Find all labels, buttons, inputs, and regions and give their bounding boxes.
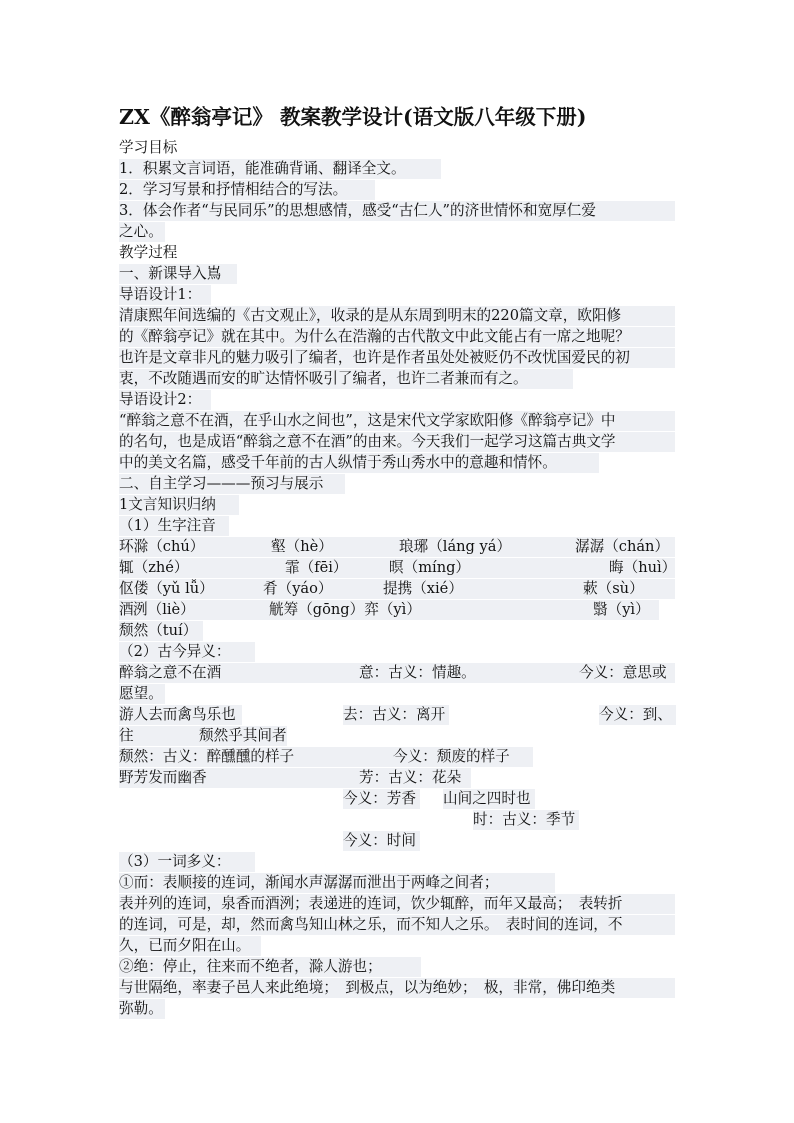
pronunciation-entry: 伛偻（yǔ lǚ）	[119, 580, 214, 597]
pronunciation-row	[119, 579, 675, 599]
pronunciation-entry: 暝（míng）	[389, 559, 471, 576]
subsection-heading: （3）一词多义：	[119, 852, 255, 872]
archaic-phrase: 野芳发而幽香	[119, 769, 207, 786]
pronunciation-entry: 提携（xié）	[383, 580, 463, 597]
objectives-heading: 学习目标	[119, 139, 178, 156]
polysemy-line: 表并列的连词，泉香而酒洌；表递进的连词，饮少辄醉，而年又最高； 表转折	[119, 894, 675, 914]
pronunciation-entry-prefix: 酒	[119, 601, 134, 618]
paragraph-line: 的《醉翁亭记》就在其中。为什么在浩瀚的古代散文中此文能占有一席之地呢？	[119, 327, 675, 347]
polysemy-line: ①而：表顺接的连词，渐闻水声潺潺而泄出于两峰之间者；	[119, 873, 555, 893]
archaic-new-meaning: 今义：到、	[599, 705, 676, 725]
pronunciation-entry: 霏（fēi）	[285, 559, 348, 576]
polysemy-line: 的连词，可是，却，然而禽鸟知山林之乐，而不知人之乐。 表时间的连词，不	[119, 915, 675, 935]
polysemy-line: 久，已而夕阳在山。	[119, 936, 261, 956]
pronunciation-entry: 辄（zhé）	[119, 559, 189, 576]
paragraph-line: 的名句，也是成语“醉翁之意不在酒”的由来。今天我们一起学习这篇古典文学	[119, 432, 675, 452]
archaic-old-meaning: 去：古义：离开	[343, 705, 449, 725]
polysemy-line: 与世隔绝，率妻子邑人来此绝境； 到极点，以为绝妙； 极，非常，佛印绝类	[119, 978, 675, 998]
paragraph-line: 中的美文名篇，感受千年前的古人纵情于秀山秀水中的意趣和情怀。	[119, 453, 599, 473]
paragraph-line: 衷，不改随遇而安的旷达情怀吸引了编者，也许二者兼而有之。	[119, 369, 573, 389]
archaic-new-meaning: 今义：颓废的样子	[393, 748, 510, 765]
pronunciation-entry: 琅琊（láng yá）	[399, 538, 512, 555]
pronunciation-row	[119, 537, 675, 557]
pronunciation-row	[119, 600, 659, 620]
section-heading: 二、自主学习———预习与展示	[119, 474, 345, 494]
archaic-row	[119, 663, 675, 683]
pronunciation-entry: 潺潺（chán）	[575, 538, 670, 555]
paragraph-line: “醉翁之意不在酒，在乎山水之间也”，这是宋代文学家欧阳修《醉翁亭记》中	[119, 411, 675, 431]
objective-line: 3．体会作者“与民同乐”的思想感情，感受“古仁人”的济世情怀和宽厚仁爱	[119, 201, 675, 221]
intro-heading: 导语设计2：	[119, 390, 211, 410]
archaic-row	[119, 726, 419, 746]
archaic-new-meaning: 今义：芳香	[343, 789, 420, 809]
archaic-row	[119, 747, 533, 767]
paragraph-line: 清康熙年间选编的《古文观止》，收录的是从东周到明末的220篇文章，欧阳修	[119, 306, 675, 326]
polysemy-line: ②绝：停止，往来而不绝者，滁人游也；	[119, 957, 421, 977]
pronunciation-entry: 洌（liè）	[133, 601, 195, 618]
archaic-phrase: 醉翁之意不在酒	[119, 664, 222, 681]
archaic-phrase: 颓然乎其间者	[199, 727, 287, 744]
subsection-heading: （1）生字注音	[119, 516, 229, 536]
pronunciation-entry: 肴（yáo）	[263, 580, 333, 597]
pronunciation-entry: 壑（hè）	[271, 538, 333, 555]
objective-line: 1．积累文言词语，能准确背诵、翻译全文。	[119, 159, 441, 179]
pronunciation-entry: 环滁（chú）	[119, 538, 205, 555]
archaic-new-meaning: 今义：时间	[343, 831, 420, 851]
archaic-phrase: 游人去而禽鸟乐也	[119, 705, 242, 725]
subsection-heading: 1文言知识归纳	[119, 495, 239, 515]
archaic-continuation: 愿望。	[119, 684, 165, 704]
archaic-old-meaning: 芳：古义：花朵	[359, 769, 462, 786]
subsection-heading: （2）古今异义：	[119, 642, 255, 662]
archaic-phrase: 山间之四时也	[443, 789, 535, 809]
objective-line: 2．学习写景和抒情相结合的写法。	[119, 180, 375, 200]
pronunciation-entry: 颓然（tuí）	[119, 621, 203, 641]
pronunciation-row	[119, 558, 675, 578]
polysemy-line: 弥勒。	[119, 999, 165, 1019]
archaic-row	[119, 831, 429, 851]
archaic-old-meaning: 意：古义：情趣。	[359, 664, 476, 681]
archaic-continuation: 往	[119, 726, 200, 746]
pronunciation-entry: 蔌（sù）	[583, 580, 644, 597]
archaic-row	[119, 705, 675, 725]
pronunciation-entry: 翳（yì）	[593, 601, 650, 618]
section-heading: 一、新课导入嶌	[119, 264, 237, 284]
pronunciation-entry: 晦（huì）	[609, 559, 677, 576]
paragraph-line: 也许是文章非凡的魅力吸引了编者，也许是作者虽处处被贬仍不改忧国爱民的初	[119, 348, 675, 368]
archaic-row	[119, 768, 471, 788]
archaic-row	[119, 810, 589, 830]
archaic-new-meaning: 今义：意思或	[579, 664, 667, 681]
objective-line: 之心。	[119, 222, 165, 242]
archaic-old-meaning: 颓然：古义：醉醺醺的样子	[119, 748, 295, 765]
archaic-old-meaning: 时：古义：季节	[473, 810, 579, 830]
pronunciation-entry: 觥筹（gōng）弈（yì）	[269, 601, 421, 618]
process-heading: 教学过程	[119, 244, 178, 261]
document-title: ZX《醉翁亭记》 教案教学设计(语文版八年级下册)	[119, 105, 587, 129]
archaic-row	[119, 789, 539, 809]
intro-heading: 导语设计1：	[119, 285, 211, 305]
